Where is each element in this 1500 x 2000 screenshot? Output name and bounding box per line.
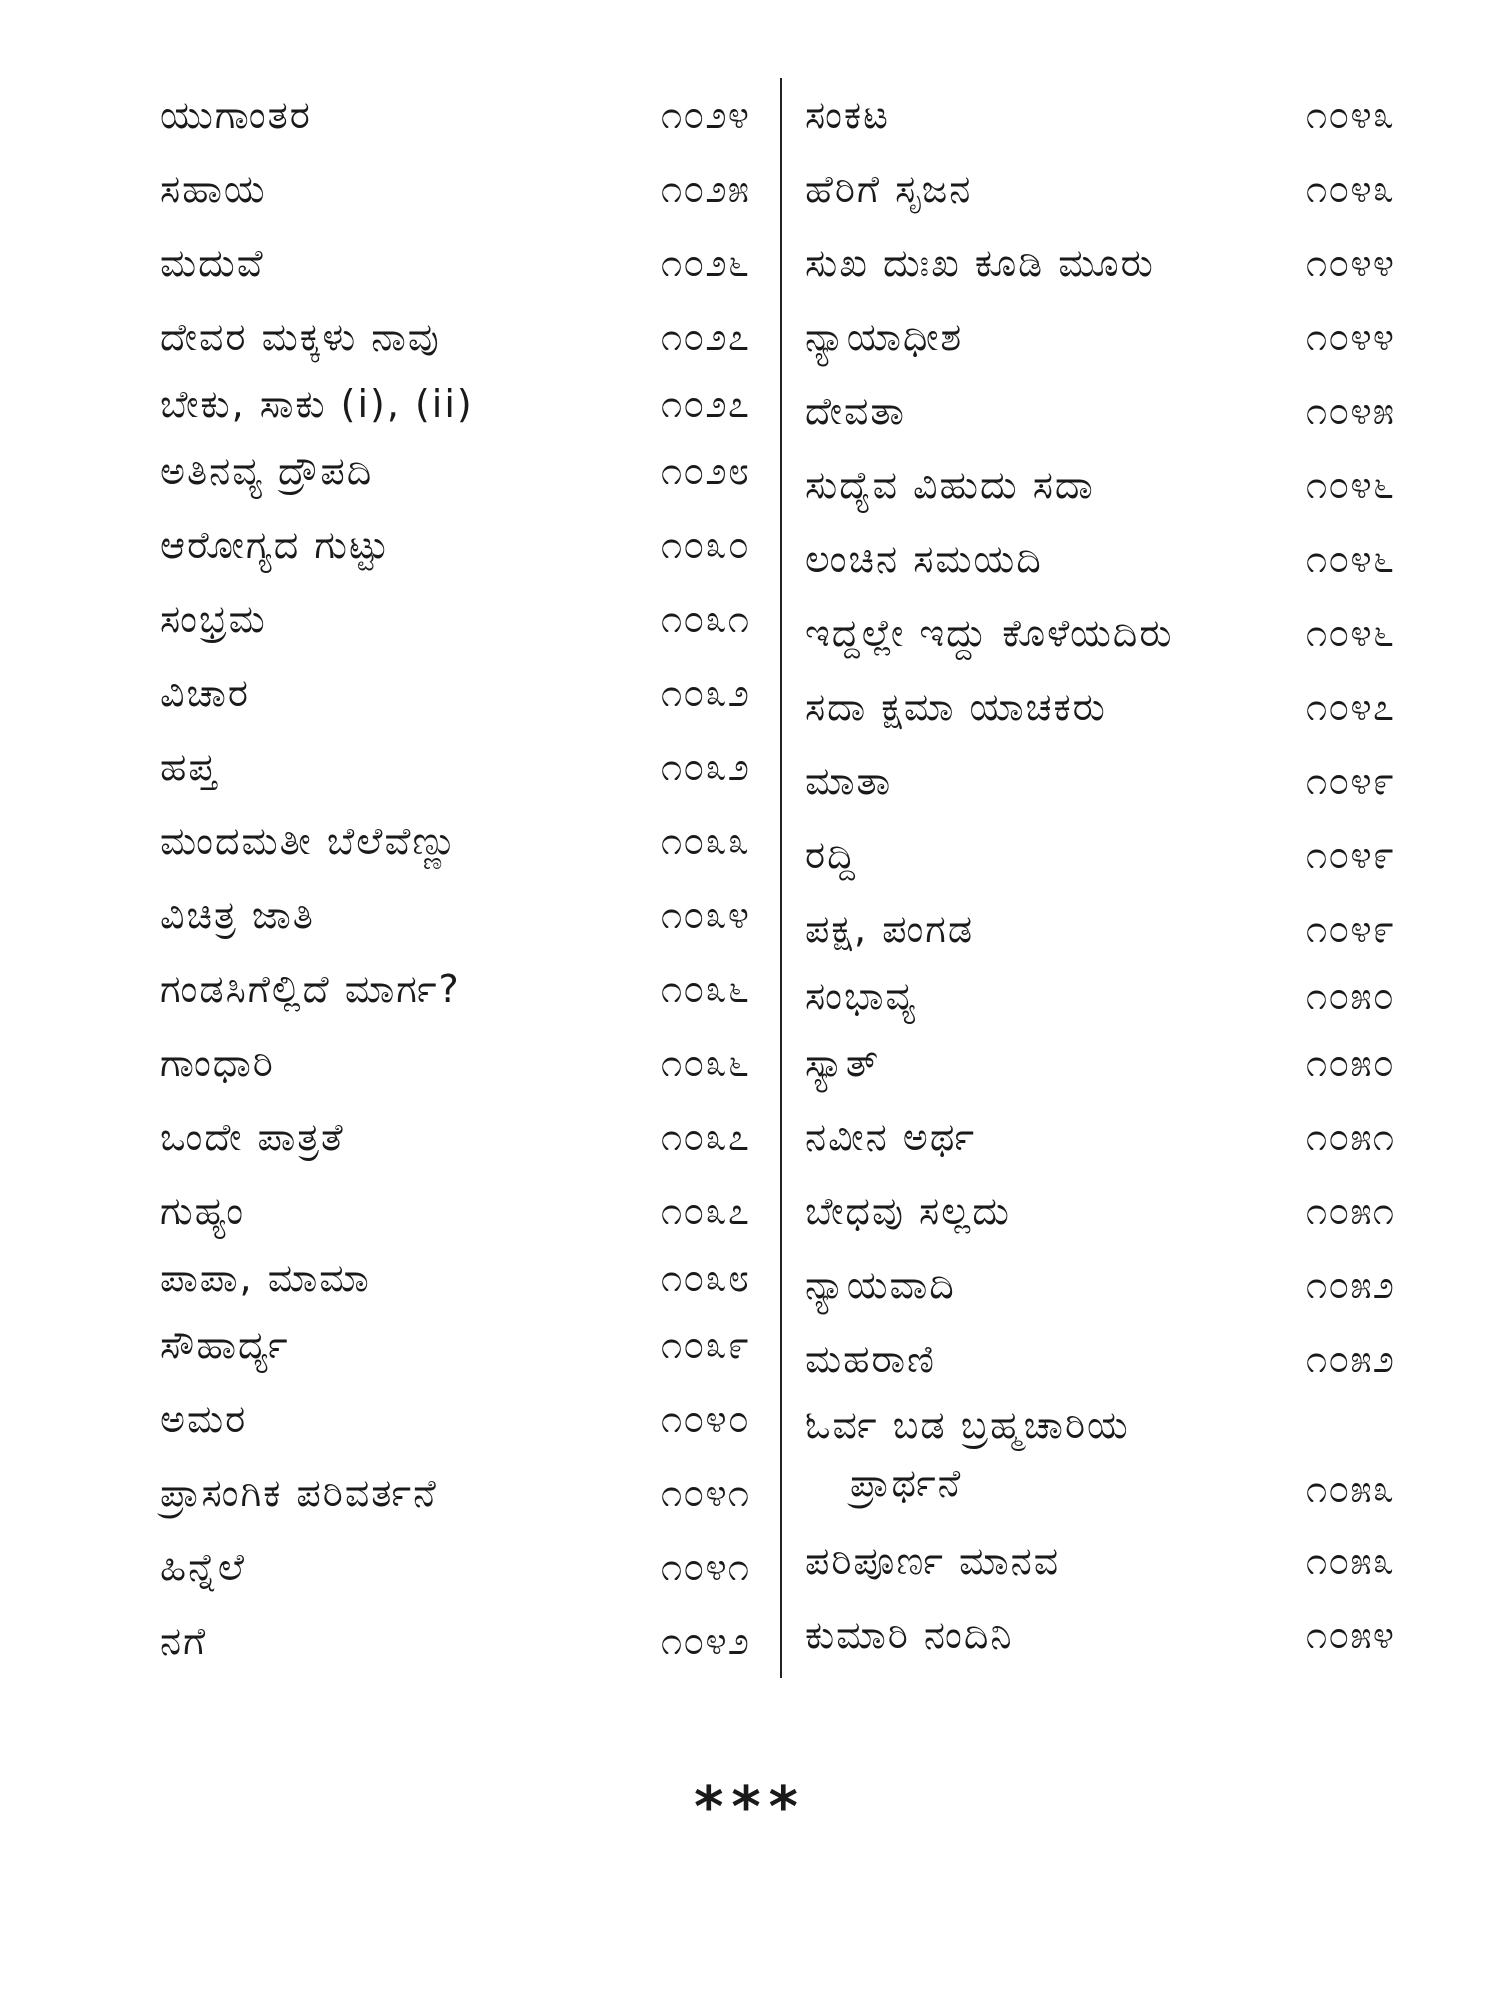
entry-page: ೧೦೩೯ <box>660 1323 750 1367</box>
entry-page: ೧೦೨೮ <box>660 449 750 493</box>
toc-entry <box>160 730 750 804</box>
entry-page: ೧೦೨೭ <box>660 315 750 359</box>
entry-title: ಮಹರಾಣಿ <box>805 1337 936 1381</box>
entry-title: ಹಿನ್ನೆಲೆ <box>160 1545 247 1589</box>
entry-title: ಹೆರಿಗೆ ಸೃಜನ <box>805 167 973 211</box>
entry-title: ಸುಖ ದುಃಖ ಕೂಡಿ ಮೂರು <box>805 241 1155 285</box>
entry-page: ೧೦೪೫ <box>1305 389 1395 433</box>
toc-entry <box>805 1174 1395 1248</box>
entry-title: ಮಂದಮತೀ ಬೆಲೆವೆಣ್ಣು <box>160 819 459 863</box>
entry-title: ಗಂಡಸಿಗೆಲ್ಲಿದೆ ಮಾರ್ಗ? <box>160 967 461 1011</box>
entry-title: ಬೇಧವು ಸಲ್ಲದು <box>805 1189 1011 1233</box>
entry-title: ಸಂಭಾವ್ಯ <box>805 974 918 1018</box>
entry-page: ೧೦೪೭ <box>1305 685 1395 729</box>
entry-title: ಕುಮಾರಿ ನಂದಿನಿ <box>805 1613 1014 1657</box>
entry-page: ೧೦೪೯ <box>1305 759 1395 803</box>
entry-title: ಇದ್ದಲ್ಲೇ ಇದ್ದು ಕೊಳೆಯದಿರು <box>805 611 1174 655</box>
entry-title: ನ್ಯಾಯಾಧೀಶ <box>805 315 964 359</box>
entry-title: ಸೌಹಾರ್ದ್ಯ <box>160 1323 290 1367</box>
entry-title: ವಿಚಿತ್ರ ಜಾತಿ <box>160 893 315 937</box>
entry-title: ಪ್ರಾಸಂಗಿಕ ಪರಿವರ್ತನೆ <box>160 1471 438 1515</box>
toc-entry <box>805 1396 1395 1524</box>
entry-title: ಅಮರ <box>160 1397 248 1441</box>
toc-entry <box>160 582 750 656</box>
entry-title: ಸುದ್ಯೆವ ವಿಹುದು ಸದಾ <box>805 463 1095 507</box>
entry-page: ೧೦೫೧ <box>1305 1189 1395 1233</box>
entry-page: ೧೦೪೪ <box>1305 241 1395 285</box>
entry-title: ಪಾಪಾ, ಮಾಮಾ <box>160 1256 371 1300</box>
toc-entry <box>160 1174 750 1248</box>
entry-title: ಅತಿನವ್ಯ ದ್ರೌಪದಿ <box>160 449 374 493</box>
entry-title: ಹಪ್ತ <box>160 745 218 789</box>
column-divider <box>780 78 782 1678</box>
entry-title: ದೇವರ ಮಕ್ಕಳು ನಾವು <box>160 315 441 359</box>
entry-title: ಪರಿಪೂರ್ಣ ಮಾನವ <box>805 1539 1061 1583</box>
toc-entry <box>805 596 1395 670</box>
entry-page: ೧೦೩೪ <box>660 893 750 937</box>
entry-title: ಯುಗಾಂತರ <box>160 93 312 137</box>
toc-entry <box>160 1100 750 1174</box>
toc-entry <box>805 670 1395 744</box>
entry-page: ೧೦೩೩ <box>660 819 750 863</box>
entry-title: ನವೀನ ಅರ್ಥ <box>805 1115 977 1159</box>
entry-title: ಗುಹ್ಯಂ <box>160 1189 246 1233</box>
entry-title-line2: ಪ್ರಾರ್ಥನೆ <box>850 1461 963 1505</box>
entry-title: ಸಹಾಯ <box>160 167 267 211</box>
entry-title: ಸದಾ ಕ್ಷಮಾ ಯಾಚಕರು <box>805 685 1107 729</box>
toc-entry <box>160 300 750 374</box>
entry-page: ೧೦೨೪ <box>660 93 750 137</box>
entry-page: ೧೦೪೦ <box>660 1397 750 1441</box>
entry-title: ಲಂಚಿನ ಸಮಯದಿ <box>805 537 1043 581</box>
entry-title: ಗಾಂಧಾರಿ <box>160 1041 275 1085</box>
toc-entry <box>160 1382 750 1456</box>
left-column <box>160 78 750 1678</box>
toc-entry <box>805 152 1395 226</box>
entry-page: ೧೦೪೧ <box>660 1545 750 1589</box>
entry-title: ಸ್ಯಾತ್ <box>805 1041 881 1085</box>
entry-page: ೧೦೪೯ <box>1305 907 1395 951</box>
entry-title: ನ್ಯಾಯವಾದಿ <box>805 1263 956 1307</box>
toc-entry <box>160 1026 750 1100</box>
toc-entry <box>805 1598 1395 1672</box>
toc-entry <box>805 448 1395 522</box>
entry-page: ೧೦೪೬ <box>1305 611 1395 655</box>
entry-page: ೧೦೨೫ <box>660 167 750 211</box>
entry-page: ೧೦೫೦ <box>1305 1041 1395 1085</box>
entry-title: ನಗೆ <box>160 1619 208 1663</box>
toc-entry <box>160 152 750 226</box>
entry-title: ಮದುವೆ <box>160 241 265 285</box>
entry-page: ೧೦೩೨ <box>660 671 750 715</box>
toc-entry <box>805 966 1395 1026</box>
toc-entry <box>160 878 750 952</box>
entry-page: ೧೦೪೧ <box>660 1471 750 1515</box>
entry-title: ಸಂಭ್ರಮ <box>160 597 267 641</box>
toc-entry <box>160 1248 750 1308</box>
entry-title: ಆರೋಗ್ಯದ ಗುಟ್ಟು <box>160 523 391 567</box>
toc-entry <box>805 226 1395 300</box>
entry-page: ೧೦೩೦ <box>660 523 750 567</box>
entry-page: ೧೦೩೨ <box>660 745 750 789</box>
toc-entry <box>160 434 750 508</box>
entry-page: ೧೦೪೨ <box>660 1619 750 1663</box>
toc-entry <box>160 1456 750 1530</box>
toc-entry <box>805 1100 1395 1174</box>
toc-entry <box>805 1524 1395 1598</box>
toc-entry <box>805 818 1395 892</box>
entry-title: ಪಕ್ಷ, ಪಂಗಡ <box>805 907 975 951</box>
toc-entry <box>160 1604 750 1678</box>
entry-page: ೧೦೨೬ <box>660 241 750 285</box>
toc-entry <box>160 226 750 300</box>
entry-page: ೧೦೪೪ <box>1305 315 1395 359</box>
section-end-mark: *** <box>694 1775 806 1840</box>
toc-entry <box>805 892 1395 966</box>
toc-entry <box>805 522 1395 596</box>
entry-title: ಬೇಕು, ಸಾಕು (i), (ii) <box>160 382 474 426</box>
toc-entry <box>160 78 750 152</box>
toc-entry <box>805 1026 1395 1100</box>
entry-page: ೧೦೫೩ <box>1305 1467 1395 1511</box>
entry-page: ೧೦೪೬ <box>1305 463 1395 507</box>
toc-entry <box>805 1248 1395 1322</box>
entry-page: ೧೦೫೨ <box>1305 1337 1395 1381</box>
toc-entry <box>160 952 750 1026</box>
toc-entry <box>805 1322 1395 1396</box>
entry-page: ೧೦೪೩ <box>1305 167 1395 211</box>
toc-entry <box>805 374 1395 448</box>
entry-title-line1: ಓರ್ವ ಬಡ ಬ್ರಹ್ಮಚಾರಿಯ <box>805 1403 1130 1447</box>
toc-entry <box>805 300 1395 374</box>
entry-page: ೧೦೫೨ <box>1305 1263 1395 1307</box>
toc-entry <box>160 508 750 582</box>
entry-page: ೧೦೩೭ <box>660 1115 750 1159</box>
entry-page: ೧೦೫೩ <box>1305 1539 1395 1583</box>
toc-entry <box>805 744 1395 818</box>
entry-page: ೧೦೩೬ <box>660 1041 750 1085</box>
entry-page: ೧೦೪೯ <box>1305 833 1395 877</box>
toc-entry <box>805 78 1395 152</box>
entry-page: ೧೦೪೬ <box>1305 537 1395 581</box>
entry-page: ೧೦೫೦ <box>1305 974 1395 1018</box>
entry-page: ೧೦೩೭ <box>660 1189 750 1233</box>
entry-title: ದೇವತಾ <box>805 389 906 433</box>
right-column <box>805 78 1395 1672</box>
entry-title: ವಿಚಾರ <box>160 671 250 715</box>
toc-entry <box>160 1308 750 1382</box>
entry-page: ೧೦೩೧ <box>660 597 750 641</box>
entry-page: ೧೦೩೬ <box>660 967 750 1011</box>
entry-page: ೧೦೪೩ <box>1305 93 1395 137</box>
entry-page: ೧೦೫೧ <box>1305 1115 1395 1159</box>
entry-title: ಒಂದೇ ಪಾತ್ರತೆ <box>160 1115 345 1159</box>
entry-title: ಮಾತಾ <box>805 759 893 803</box>
entry-page: ೧೦೨೭ <box>660 382 750 426</box>
entry-page: ೧೦೫೪ <box>1305 1613 1395 1657</box>
entry-title: ರದ್ದಿ <box>805 833 858 877</box>
toc-entry <box>160 374 750 434</box>
toc-entry <box>160 656 750 730</box>
toc-entry <box>160 1530 750 1604</box>
entry-title: ಸಂಕಟ <box>805 93 890 137</box>
toc-entry <box>160 804 750 878</box>
entry-page: ೧೦೩೮ <box>660 1256 750 1300</box>
entry-title <box>805 1396 1265 1512</box>
